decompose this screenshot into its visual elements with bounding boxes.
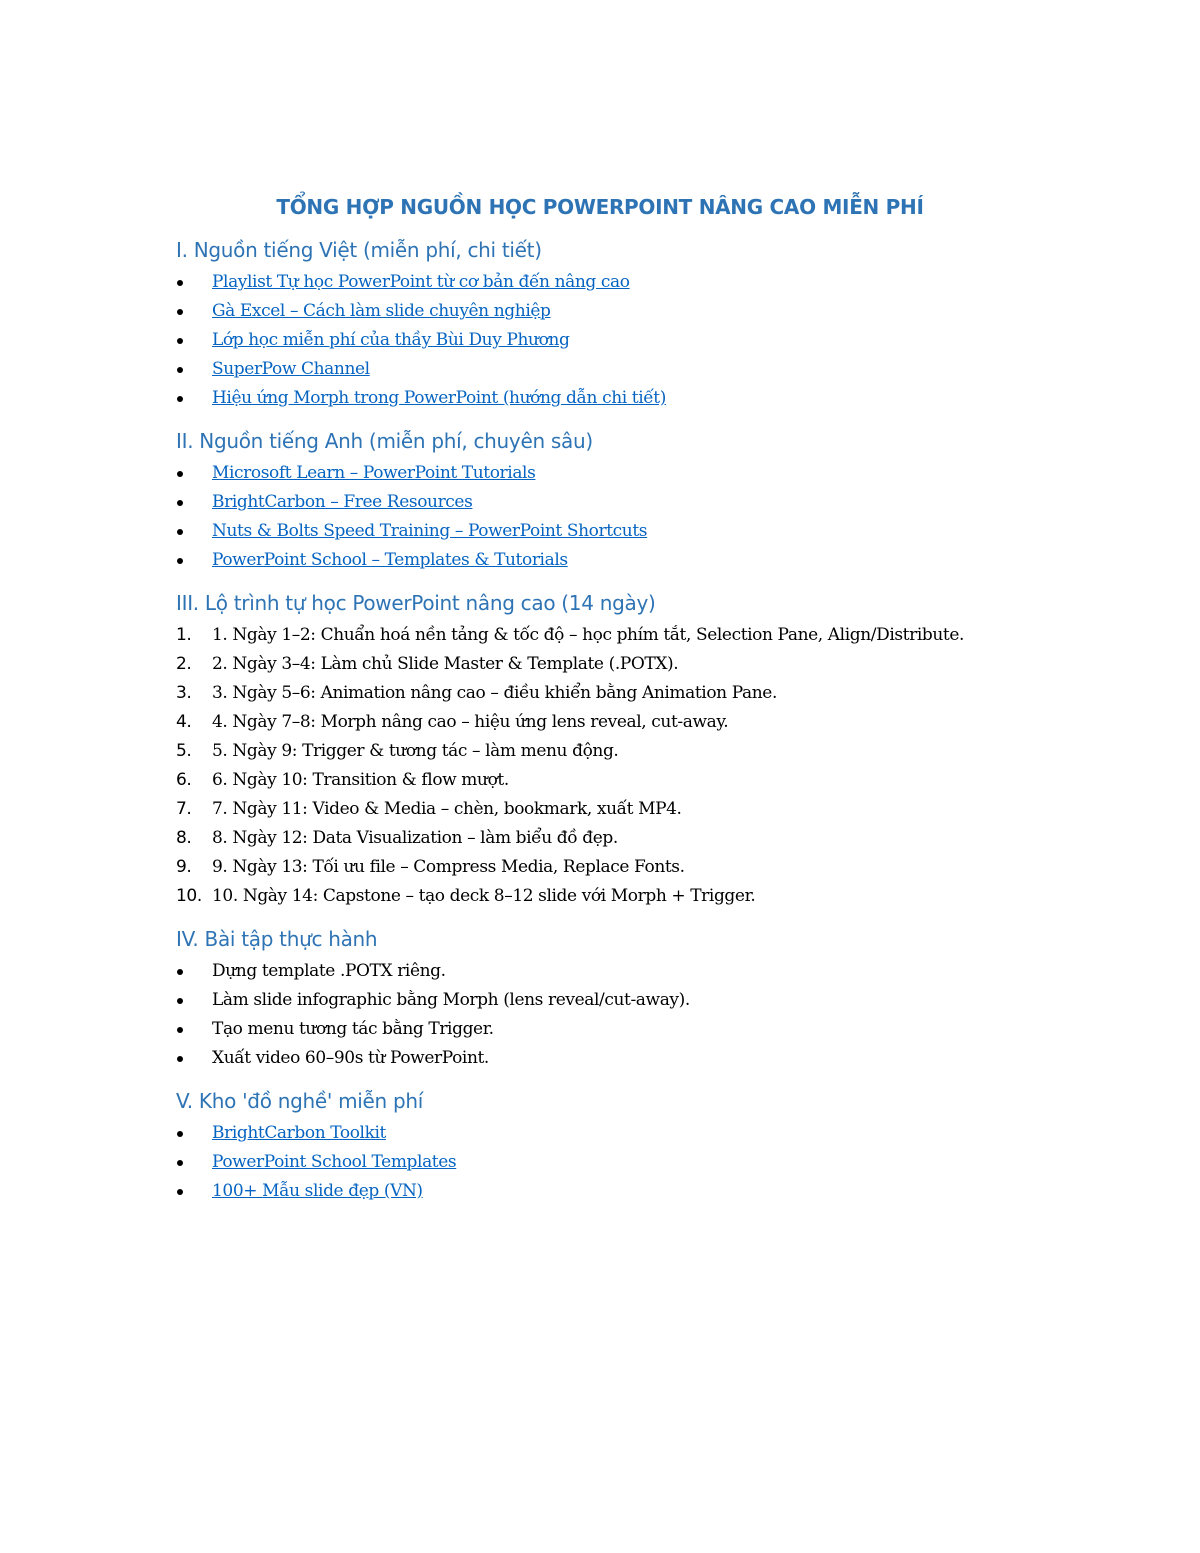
list-item (176, 355, 1024, 384)
section-free-toolkit (176, 1085, 1024, 1206)
step-number: 1. (176, 625, 192, 645)
step-text: 7. Ngày 11: Video & Media – chèn, bookmark, xuất MP4. (212, 799, 682, 819)
list-item: Xuất video 60–90s từ PowerPoint. (176, 1044, 1024, 1073)
step-text: 4. Ngày 7–8: Morph nâng cao – hiệu ứng lens reveal, cut-away. (212, 712, 729, 732)
resource-link[interactable]: Hiệu ứng Morph trong PowerPoint (hướng dẫn chi tiết) (212, 388, 666, 408)
step-number: 7. (176, 799, 192, 819)
section-heading: II. Nguồn tiếng Anh (miễn phí, chuyên sâu) (176, 429, 593, 453)
step-number: 6. (176, 770, 192, 790)
list-item (176, 1148, 1024, 1177)
step-text: 2. Ngày 3–4: Làm chủ Slide Master & Template (.POTX). (212, 654, 679, 674)
roadmap-step (176, 708, 1024, 737)
document-page (176, 190, 1024, 1206)
roadmap-step (176, 621, 1024, 650)
list-item (176, 459, 1024, 488)
document-title: TỔNG HỢP NGUỒN HỌC POWERPOINT NÂNG CAO MIỄN PHÍ (276, 195, 924, 219)
section-heading: IV. Bài tập thực hành (176, 927, 378, 951)
list-item: Làm slide infographic bằng Morph (lens reveal/cut-away). (176, 986, 1024, 1015)
section-heading: V. Kho 'đồ nghề' miễn phí (176, 1089, 424, 1113)
roadmap-step (176, 824, 1024, 853)
resource-link[interactable]: Gà Excel – Cách làm slide chuyên nghiệp (212, 301, 551, 321)
step-number: 8. (176, 828, 192, 848)
list-item (176, 297, 1024, 326)
section-english-sources (176, 425, 1024, 575)
step-number: 9. (176, 857, 192, 877)
list-item: Tạo menu tương tác bằng Trigger. (176, 1015, 1024, 1044)
section-heading: I. Nguồn tiếng Việt (miễn phí, chi tiết) (176, 238, 542, 262)
section-vietnamese-sources (176, 234, 1024, 413)
resource-link[interactable]: Nuts & Bolts Speed Training – PowerPoint Shortcuts (212, 521, 648, 541)
list-item (176, 546, 1024, 575)
exercise-list (176, 957, 1024, 1073)
step-text: 6. Ngày 10: Transition & flow mượt. (212, 770, 509, 790)
section-learning-roadmap (176, 587, 1024, 911)
list-item (176, 326, 1024, 355)
resource-link[interactable]: Playlist Tự học PowerPoint từ cơ bản đến nâng cao (212, 272, 630, 292)
roadmap-step (176, 795, 1024, 824)
step-text: 1. Ngày 1–2: Chuẩn hoá nền tảng & tốc độ – học phím tắt, Selection Pane, Align/Distribute. (212, 625, 965, 645)
step-number: 5. (176, 741, 192, 761)
roadmap-step (176, 650, 1024, 679)
section-heading: III. Lộ trình tự học PowerPoint nâng cao (14 ngày) (176, 591, 656, 615)
roadmap-list (176, 621, 1024, 911)
step-text: 9. Ngày 13: Tối ưu file – Compress Media, Replace Fonts. (212, 857, 685, 877)
roadmap-step (176, 882, 1024, 911)
step-number: 3. (176, 683, 192, 703)
roadmap-step (176, 679, 1024, 708)
step-number: 2. (176, 654, 192, 674)
section-practice-exercises (176, 923, 1024, 1073)
resource-link[interactable]: BrightCarbon Toolkit (212, 1123, 386, 1143)
step-text: 10. Ngày 14: Capstone – tạo deck 8–12 slide với Morph + Trigger. (212, 886, 756, 906)
roadmap-step (176, 737, 1024, 766)
link-list (176, 1119, 1024, 1206)
resource-link[interactable]: PowerPoint School Templates (212, 1152, 457, 1172)
list-item (176, 1177, 1024, 1206)
resource-link[interactable]: 100+ Mẫu slide đẹp (VN) (212, 1181, 423, 1201)
step-number: 10. (176, 886, 202, 906)
step-text: 5. Ngày 9: Trigger & tương tác – làm menu động. (212, 741, 619, 761)
list-item (176, 488, 1024, 517)
resource-link[interactable]: Microsoft Learn – PowerPoint Tutorials (212, 463, 536, 483)
link-list (176, 459, 1024, 575)
list-item: Dựng template .POTX riêng. (176, 957, 1024, 986)
resource-link[interactable]: BrightCarbon – Free Resources (212, 492, 473, 512)
roadmap-step (176, 853, 1024, 882)
list-item (176, 1119, 1024, 1148)
step-text: 3. Ngày 5–6: Animation nâng cao – điều khiển bằng Animation Pane. (212, 683, 777, 703)
step-text: 8. Ngày 12: Data Visualization – làm biểu đồ đẹp. (212, 828, 618, 848)
list-item (176, 384, 1024, 413)
resource-link[interactable]: PowerPoint School – Templates & Tutorials (212, 550, 568, 570)
list-item (176, 268, 1024, 297)
list-item (176, 517, 1024, 546)
roadmap-step (176, 766, 1024, 795)
resource-link[interactable]: SuperPow Channel (212, 359, 370, 379)
step-number: 4. (176, 712, 192, 732)
resource-link[interactable]: Lớp học miễn phí của thầy Bùi Duy Phương (212, 330, 570, 350)
link-list (176, 268, 1024, 413)
